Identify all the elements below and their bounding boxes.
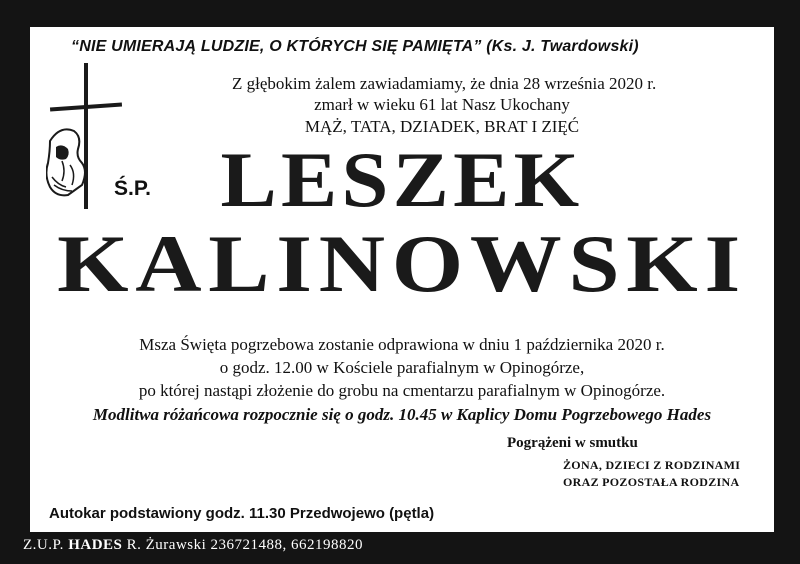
- mourners-line-1: ŻONA, DZIECI Z RODZINAMI: [563, 458, 741, 472]
- first-name: LESZEK: [220, 136, 584, 223]
- obituary-card: [30, 27, 774, 532]
- announcement-line-3: MĄŻ, TATA, DZIADEK, BRAT I ZIĘĆ: [304, 117, 580, 136]
- sp-prefix: Ś.P.: [114, 177, 151, 200]
- mourners-heading: Pogrążeni w smutku: [507, 435, 638, 451]
- last-name: KALINOWSKI: [57, 218, 747, 309]
- mourners-line-2: ORAZ POZOSTAŁA RODZINA: [563, 475, 740, 489]
- mass-line-2: o godz. 12.00 w Kościele parafialnym w Opinogórze,: [219, 358, 585, 377]
- footer: [23, 537, 363, 554]
- rosary-notice: Modlitwa różańcowa rozpocznie się o godz. 10.45 w Kaplicy Domu Pogrzebowego Hades: [92, 405, 712, 424]
- footer-contact: R. Żurawski 236721488, 662198820: [126, 537, 364, 553]
- announcement-line-1: Z głębokim żalem zawiadamiamy, że dnia 28 września 2020 r.: [232, 74, 657, 93]
- footer-prefix: Z.U.P.: [23, 537, 64, 553]
- bus-notice: Autokar podstawiony godz. 11.30 Przedwojewo (pętla): [49, 505, 435, 522]
- footer-brand: HADES: [68, 537, 123, 553]
- mass-line-3: po której nastąpi złożenie do grobu na cmentarzu parafialnym w Opinogórze.: [138, 381, 666, 400]
- mass-line-1: Msza Święta pogrzebowa zostanie odprawiona w dniu 1 października 2020 r.: [139, 335, 665, 354]
- quote-heading: “NIE UMIERAJĄ LUDZIE, O KTÓRYCH SIĘ PAMIĘTA” (Ks. J. Twardowski): [71, 38, 639, 55]
- announcement-line-2: zmarł w wieku 61 lat Nasz Ukochany: [314, 95, 570, 114]
